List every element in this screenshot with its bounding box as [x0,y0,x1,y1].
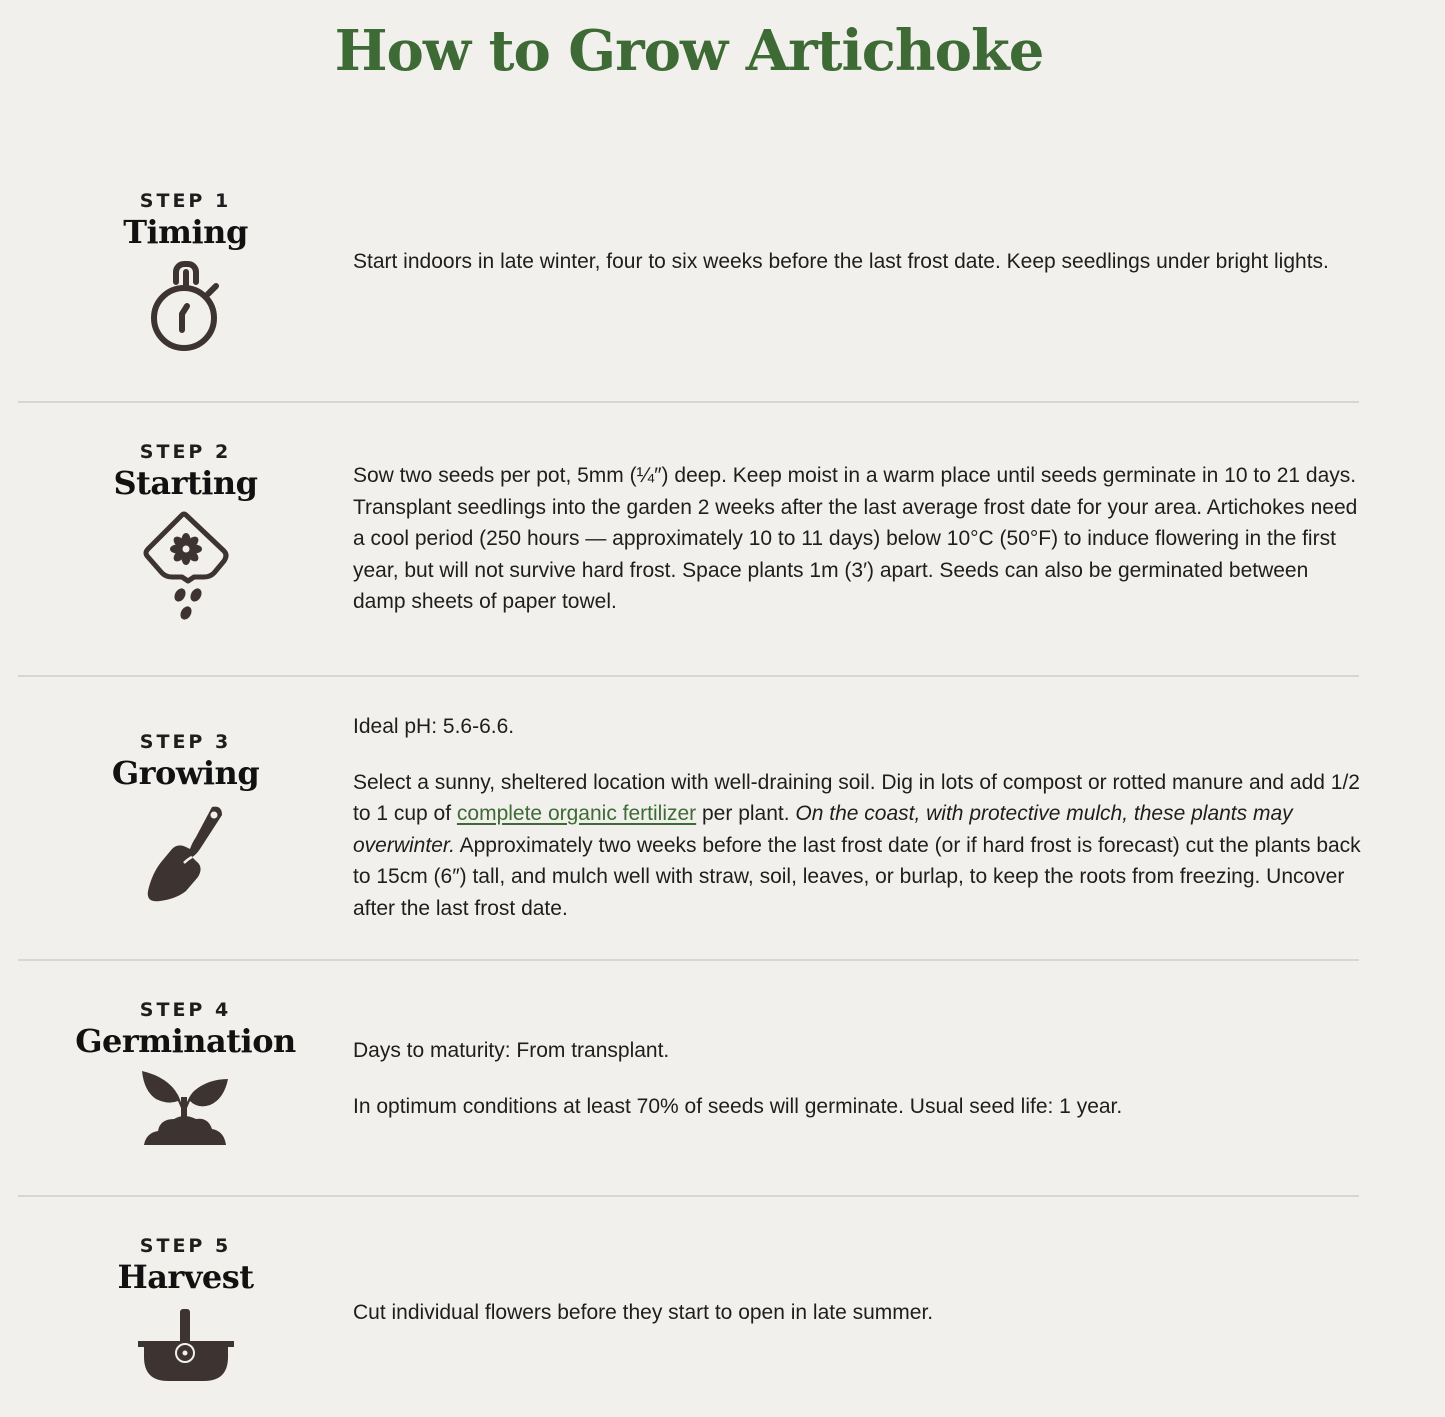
divider [18,675,1359,677]
divider [18,959,1359,961]
step-paragraph: Sow two seeds per pot, 5mm (¼″) deep. Keep moist in a warm place until seeds germinate in 10 to 21 days. Transplant seedlings into the garden 2 weeks after the last average frost date for your area. Artichokes need a cool period (250 hours — approximately 10 to 11 days) below 10°C (50°F) to induce flowering in the first year, but will not survive hard frost. Space plants 1m (3′) apart. Seeds can also be germinated between damp sheets of paper towel. [353,464,1358,613]
step-3-description [353,711,1363,924]
sprout-icon [138,1069,234,1147]
trowel-icon [136,803,236,903]
step-4-description [353,1035,1353,1122]
step-title: Harvest [117,1258,254,1296]
step-label: STEP 3 [139,731,232,753]
step-label: STEP 1 [139,190,232,212]
step-4-header [18,999,353,1147]
step-paragraph: Start indoors in late winter, four to six weeks before the last frost date. Keep seedlings under bright lights. [353,250,1329,273]
seed-packet-icon [136,507,236,625]
step-paragraph: Cut individual flowers before they start to open in late summer. [353,1301,934,1324]
step-title: Germination [75,1022,296,1060]
divider [18,401,1359,403]
step-2-header [18,441,353,625]
ph-paragraph: Ideal pH: 5.6-6.6. [353,715,515,738]
step-label: STEP 4 [139,999,232,1021]
step-title: Timing [123,213,248,251]
stopwatch-icon [146,260,226,356]
step-3-header [18,731,353,903]
step-label: STEP 5 [139,1235,232,1257]
step-title: Growing [111,754,260,792]
fertilizer-link[interactable]: complete organic fertilizer [456,802,697,825]
step-1-header [18,190,353,356]
step-2-description [353,460,1363,618]
step-1-description [353,246,1353,278]
step-5-description [353,1297,1353,1329]
step-title: Starting [113,464,258,502]
step-5-header [18,1235,353,1387]
step-paragraph: Select a sunny, sheltered location with well-draining soil. Dig in lots of compost or rotted manure and add 1/2 to 1 cup of complete organic fertilizer per plant. On the coast, with protective mulch, these plants may overwinter. Approximately two weeks before the last frost date (or if hard frost is forecast) cut the plants back to 15cm (6″) tall, and mulch well with straw, soil, leaves, or burlap, to keep the roots from freezing. Uncover after the last frost date. [353,770,1361,920]
step-paragraph: Days to maturity: From transplant. [353,1039,670,1062]
page-title: How to Grow Artichoke [334,18,1044,84]
step-paragraph: In optimum conditions at least 70% of seeds will germinate. Usual seed life: 1 year. [353,1094,1123,1118]
step-label: STEP 2 [139,441,232,463]
basket-icon [136,1307,236,1387]
divider [18,1195,1359,1197]
